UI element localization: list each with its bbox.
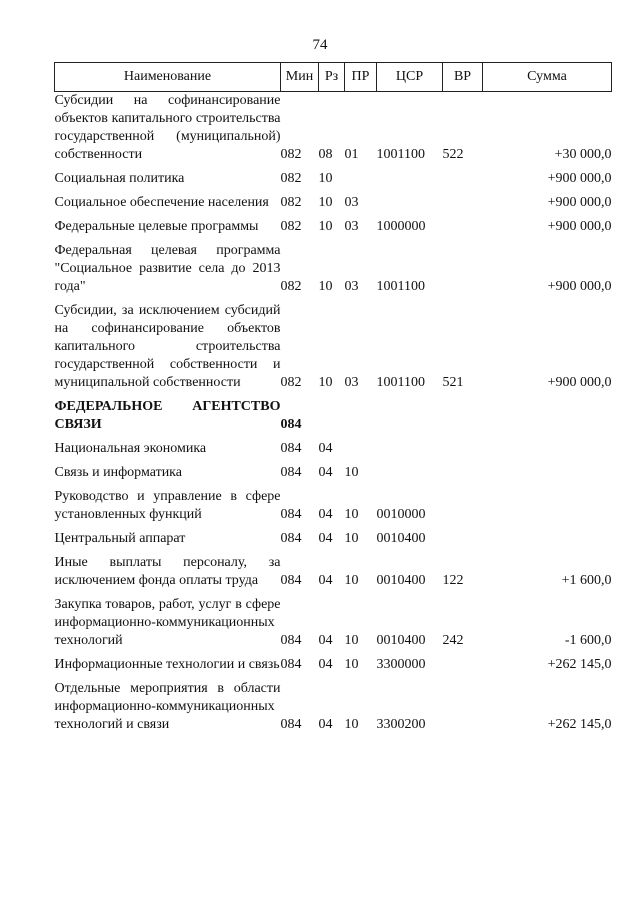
row-name: Национальная экономика (54, 441, 207, 456)
row-csr (377, 170, 443, 188)
row-vr (443, 170, 483, 188)
row-csr: 0010400 (376, 573, 426, 588)
row-min: 084 (280, 465, 302, 480)
row-csr: 3300200 (376, 717, 426, 732)
table-row-agency (55, 398, 612, 434)
row-pr: 10 (344, 465, 359, 480)
row-pr: 03 (344, 219, 359, 234)
table-row (55, 596, 612, 650)
row-vr (443, 680, 483, 734)
row-csr: 1000000 (376, 219, 426, 234)
row-rz: 04 (318, 633, 333, 648)
header-sum: Сумма (483, 63, 612, 92)
table-row (55, 92, 612, 165)
row-min: 084 (280, 573, 302, 588)
header-pr: ПР (345, 63, 377, 92)
row-pr (345, 440, 377, 458)
row-vr: 522 (442, 147, 464, 162)
table-row (55, 530, 612, 548)
row-name: Субсидии на софинансирование объектов капитального строительства государственной (муниципальной) собственности (54, 93, 281, 162)
header-rz: Рз (319, 63, 345, 92)
row-min: 084 (280, 717, 302, 732)
row-csr: 1001100 (376, 147, 425, 162)
table-row (55, 464, 612, 482)
row-pr: 10 (344, 657, 359, 672)
row-pr (345, 170, 377, 188)
row-pr: 03 (344, 375, 359, 390)
row-csr: 0010000 (376, 507, 426, 522)
row-sum: +1 600,0 (561, 573, 612, 588)
row-vr (443, 398, 483, 434)
row-csr: 3300000 (376, 657, 426, 672)
row-vr (443, 656, 483, 674)
row-min: 082 (280, 375, 302, 390)
row-csr: 1001100 (376, 279, 425, 294)
row-rz: 04 (318, 507, 333, 522)
row-min: 082 (280, 279, 302, 294)
table-row (55, 242, 612, 296)
row-rz: 04 (318, 531, 333, 546)
row-name: Центральный аппарат (54, 531, 186, 546)
row-name: Иные выплаты персоналу, за исключением фонда оплаты труда (54, 555, 281, 588)
row-name: ФЕДЕРАЛЬНОЕ АГЕНТСТВО СВЯЗИ (54, 399, 281, 432)
row-pr: 10 (344, 633, 359, 648)
row-sum: +262 145,0 (547, 717, 612, 732)
row-rz: 04 (318, 573, 333, 588)
row-rz: 10 (318, 219, 333, 234)
row-sum: +900 000,0 (547, 279, 612, 294)
table-row (55, 680, 612, 734)
row-min: 084 (280, 657, 302, 672)
row-pr: 01 (344, 147, 359, 162)
row-csr: 1001100 (376, 375, 425, 390)
row-vr (443, 464, 483, 482)
row-vr: 122 (442, 573, 464, 588)
row-sum (483, 464, 612, 482)
row-rz: 04 (318, 717, 333, 732)
row-rz: 08 (318, 147, 333, 162)
row-name: Информационные технологии и связь (54, 657, 280, 672)
row-min: 082 (280, 195, 302, 210)
row-csr: 0010400 (376, 633, 426, 648)
row-sum (483, 440, 612, 458)
row-min: 084 (280, 531, 302, 546)
table-row (55, 194, 612, 212)
row-rz (319, 398, 345, 434)
row-min: 082 (280, 219, 302, 234)
row-vr: 521 (442, 375, 464, 390)
row-name: Связь и информатика (54, 465, 182, 480)
header-vr: ВР (443, 63, 483, 92)
row-csr (377, 464, 443, 482)
table-row (55, 302, 612, 392)
row-rz: 04 (318, 657, 333, 672)
page-number: 74 (312, 37, 328, 53)
row-sum: +30 000,0 (554, 147, 612, 162)
row-sum (483, 398, 612, 434)
row-csr: 0010400 (376, 531, 426, 546)
table-row (55, 488, 612, 524)
row-name: Закупка товаров, работ, услуг в сфере информационно-коммуникационных технологий (54, 597, 281, 648)
header-min: Мин (281, 63, 319, 92)
row-pr: 10 (344, 531, 359, 546)
row-vr (443, 440, 483, 458)
table-header-row (55, 63, 612, 92)
row-rz: 04 (318, 465, 333, 480)
row-min: 082 (280, 147, 302, 162)
row-name: Федеральные целевые программы (54, 219, 259, 234)
budget-table (54, 62, 612, 734)
row-pr: 10 (344, 717, 359, 732)
row-pr (345, 398, 377, 434)
row-pr: 03 (344, 195, 359, 210)
row-name: Руководство и управление в сфере установленных функций (54, 489, 281, 522)
row-pr: 03 (344, 279, 359, 294)
row-rz: 10 (318, 171, 333, 186)
row-vr (443, 194, 483, 212)
row-vr (443, 242, 483, 296)
row-vr (443, 218, 483, 236)
row-sum: +900 000,0 (547, 195, 612, 210)
row-pr: 10 (344, 507, 359, 522)
row-name: Социальное обеспечение населения (54, 195, 269, 210)
row-rz: 10 (318, 279, 333, 294)
row-csr (377, 194, 443, 212)
table-row (55, 170, 612, 188)
row-csr (377, 398, 443, 434)
row-rz: 10 (318, 375, 333, 390)
row-name: Субсидии, за исключением субсидий на софинансирование объектов капитального строительства государственной собственности и муниципальной собственности (54, 303, 281, 390)
row-sum: +262 145,0 (547, 657, 612, 672)
row-name: Федеральная целевая программа "Социальное развитие села до 2013 года" (54, 243, 281, 294)
row-vr: 242 (442, 633, 464, 648)
row-min: 084 (280, 507, 302, 522)
row-name: Социальная политика (54, 171, 185, 186)
row-sum: +900 000,0 (547, 375, 612, 390)
row-sum: -1 600,0 (564, 633, 612, 648)
row-sum (483, 488, 612, 524)
row-min: 084 (280, 633, 302, 648)
row-sum: +900 000,0 (547, 171, 612, 186)
row-min: 084 (280, 417, 302, 432)
table-row (55, 554, 612, 590)
table-row (55, 440, 612, 458)
row-sum (483, 530, 612, 548)
row-pr: 10 (344, 573, 359, 588)
table-row (55, 218, 612, 236)
row-sum: +900 000,0 (547, 219, 612, 234)
row-rz: 04 (318, 441, 333, 456)
row-csr (377, 440, 443, 458)
header-name: Наименование (55, 63, 281, 92)
row-vr (443, 530, 483, 548)
table-row (55, 656, 612, 674)
row-min: 082 (280, 171, 302, 186)
header-csr: ЦСР (377, 63, 443, 92)
row-rz: 10 (318, 195, 333, 210)
row-name: Отдельные мероприятия в области информационно-коммуникационных технологий и связи (54, 681, 281, 732)
row-vr (443, 488, 483, 524)
row-min: 084 (280, 441, 302, 456)
